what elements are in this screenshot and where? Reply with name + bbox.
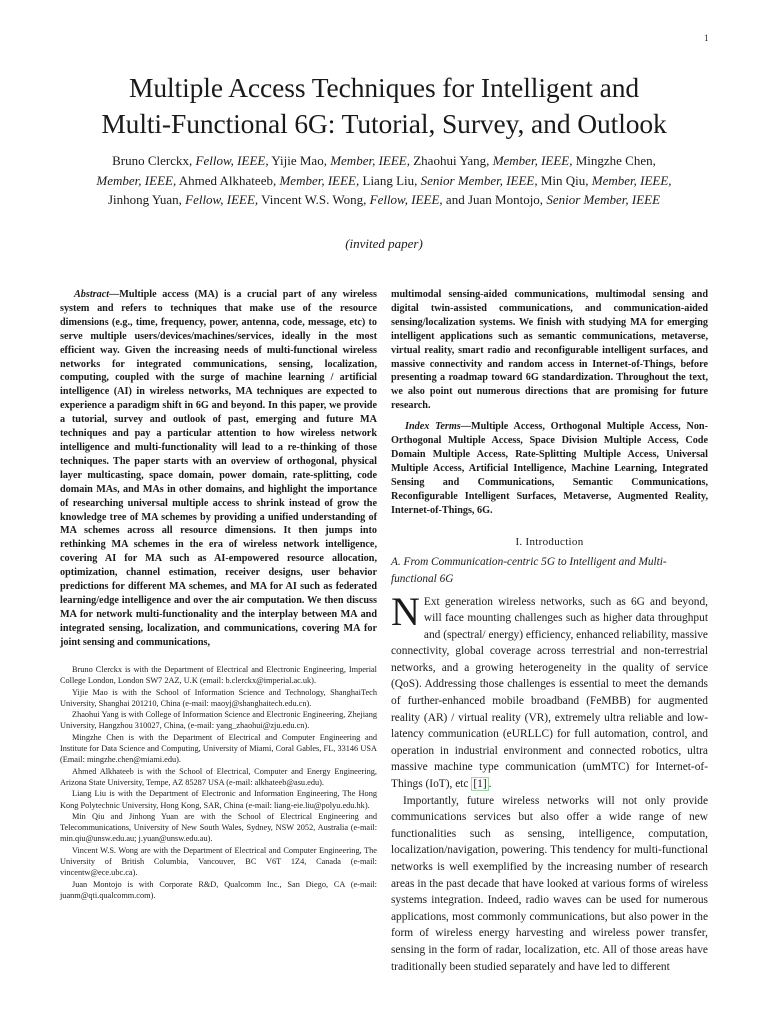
- affiliation-6: Min Qiu and Jinhong Yuan are with the School of Electrical Engineering and Telecommunications, University of New South Wales, Sydney, NSW 2052, Australia (e-mail: min.qiu@unsw.edu.au; j.yuan@unsw.edu.au).: [60, 811, 377, 844]
- affiliation-3: Mingzhe Chen is with the Department of Electrical and Computer Engineering and Institute for Data Science and Computing, University of Miami, Coral Gables, FL, 33146 USA (Email: mingzhe.chen@miami.edu).: [60, 732, 377, 765]
- index-terms-label: Index Terms: [405, 421, 461, 433]
- invited-note: (invited paper): [345, 236, 423, 251]
- left-column: [60, 288, 377, 650]
- index-terms: [391, 420, 708, 517]
- index-terms-text: —Multiple Access, Orthogonal Multiple Access, Non-Orthogonal Multiple Access, Space Division Multiple Access, Code Domain Multiple Access, Rate-Splitting Multiple Access, Universal Multiple Access, Artificial Intelligence, Machine Learning, Integrated Sensing and Communications, Semantic Communications, Reconfigurable Intelligent Surfaces, Metaverse, Augmented Reality, Internet-of-Things, 6G.: [391, 421, 708, 516]
- intro-paragraph-1-text: Ext generation wireless networks, such as 6G and beyond, will face mounting challenges such as higher data throughput and (spectral/ energy) efficiency, enhanced reliability, massive connectivity, global coverage across terrestrial and non-terrestrial networks, and a growing heterogeneity in the quality of service (QoS). Addressing those challenges is essential to meet the demands of further-enhanced mobile broadband (FeMBB) for augmented reality (AR) / virtual reality (VR), extremely ultra reliable and low-latency communication (eURLLC) for full automation, control, and operation in industrial environment and connected robotics, ultra massive machine type communication (umMTC) for Internet-of-Things (IoT), etc: [391, 595, 708, 791]
- citation-link[interactable]: [1]: [473, 778, 487, 791]
- abstract: [60, 288, 377, 650]
- author-affiliations: [60, 664, 377, 901]
- author-list: Bruno Clerckx, Fellow, IEEE, Yijie Mao, Member, IEEE, Zhaohui Yang, Member, IEEE, Mingzhe Chen, Member, IEEE, Ahmed Alkhateeb, Member, IEEE, Liang Liu, Senior Member, IEEE, Min Qiu, Member, IEEE, Jinhong Yuan, Fellow, IEEE, Vincent W.S. Wong, Fellow, IEEE, and Juan Montojo, Senior Member, IEEE: [96, 153, 672, 207]
- subsection-heading: A. From Communication-centric 5G to Intelligent and Multi-functional 6G: [391, 555, 667, 585]
- intro-paragraph-1: N Ext generation wireless networks, such as 6G and beyond, will face mounting challenges such as higher data throughput and (spectral/ energy) efficiency, enhanced reliability, massive connectivity, global coverage across terrestrial and non-terrestrial networks, and a growing heterogeneity in the quality of service (QoS). Addressing those challenges is essential to meet the demands of further-enhanced mobile broadband (FeMBB) for augmented reality (AR) / virtual reality (VR), extremely ultra reliable and low-latency communication (eURLLC) for full automation, control, and operation in industrial environment and connected robotics, ultra massive machine type communication (umMTC) for Internet-of-Things (IoT), etc [1] .: [391, 588, 708, 791]
- abstract-continued: multimodal sensing-aided communications, multimodal sensing and digital twin-assisted communications, and communication-aided sensing/localization systems. We finish with studying MA for emerging intelligent applications such as semantic communications, metaverse, virtual reality, smart radio and reconfigurable intelligent surfaces, and massive connectivity and random access in Internet-of-Things, before presenting a roadmap toward 6G standardization. Throughout the text, we also point out numerous directions that are promising for future research.: [391, 289, 708, 412]
- abstract-label: Abstract: [74, 289, 110, 300]
- paper-title: [0, 70, 768, 142]
- affiliation-4: Ahmed Alkhateeb is with the School of Electrical, Computer and Energy Engineering, Arizona State University, Tempe, AZ 85287 USA (e-mail: alkhateeb@asu.edu).: [60, 766, 377, 787]
- title-line-2: Multi-Functional 6G: Tutorial, Survey, and Outlook: [101, 108, 667, 139]
- abstract-text: —Multiple access (MA) is a crucial part of any wireless system and refers to techniques that make use of the resource dimensions (e.g., time, frequency, power, antenna, code, message, etc) to serve multiple users/devices/machines/services, ideally in the most efficient way. Given the increasing needs of multi-functional wireless networks for integrated communications, sensing, localization, computing, coupled with the surge of machine learning / artificial intelligence (AI) in wireless networks, MA techniques are expected to experience a paradigm shift in 6G and beyond. In this paper, we provide a tutorial, survey and outlook of past, emerging and future MA techniques and pay a particular attention to how wireless network intelligence and multi-functionality will lead to a re-thinking of those techniques. The paper starts with an overview of orthogonal, physical layer multicasting, space domain, power domain, rate-splitting, code domain MAs, and MAs in other domains, and highlight the importance of researching universal multiple access to shrink instead of grow the knowledge tree of MA schemes by providing a unified understanding of MA schemes across all resource dimensions. It then jumps into rethinking MA schemes in the era of wireless network intelligence, covering AI for MA such as AI-empowered resource allocation, optimization, channel estimation, receiver designs, user behavior predictions for different MA schemes, and MA for AI such as federated learning/edge intelligence and over the air computation. We then discuss MA for network multi-functionality and the interplay between MA and integrated sensing, localization, and communications, covering MA for joint sensing and communications,: [60, 289, 377, 648]
- intro-paragraph-2: Importantly, future wireless networks will not only provide communications services but also offer a wide range of new functionalities such as sensing, intelligence, computation, localization/navigation, powering. This tendency for multi-functional networks is well exemplified by the increasing number of research areas in the past decade that have looked at various forms of wireless systems integration. Indeed, radio waves can be used for numerous applications, most commonly communications, but also power in the form of wireless energy harvesting and wireless power transfer, sensing in the form of radar, localization, etc. All of those areas have traditionally been studied separately and have led to different: [391, 794, 708, 973]
- affiliation-8: Juan Montojo is with Corporate R&D, Qualcomm Inc., San Diego, CA (e-mail: juanm@qti.qualcomm.com).: [60, 879, 377, 900]
- affiliation-1: Yijie Mao is with the School of Information Science and Technology, ShanghaiTech University, Shanghai 201210, China (e-mail: maoyj@shanghaitech.edu.cn).: [60, 687, 377, 708]
- right-column: [391, 288, 708, 975]
- affiliation-2: Zhaohui Yang is with College of Information Science and Electronic Engineering, Zhejiang University, Hangzhou 310027, China, (e-mail: yang_zhaohui@zju.edu.cn).: [60, 710, 377, 731]
- affiliation-7: Vincent W.S. Wong are with the Department of Electrical and Computer Engineering, The University of British Columbia, Vancouver, BC V6T 1Z4, Canada (e-mail: vincentw@ece.ubc.ca).: [60, 845, 377, 878]
- section-heading: I. Introduction: [515, 535, 584, 548]
- affiliation-0: Bruno Clerckx is with the Department of Electrical and Electronic Engineering, Imperial College London, London SW7 2AZ, U.K (email: b.clerckx@imperial.ac.uk).: [60, 665, 377, 686]
- title-line-1: Multiple Access Techniques for Intelligent and: [129, 72, 639, 103]
- drop-cap: N: [391, 588, 420, 634]
- page-number: 1: [704, 33, 709, 43]
- affiliation-5: Liang Liu is with the Department of Electronic and Information Engineering, The Hong Kong Polytechnic University, Hong Kong, SAR, China (e-mail: liang-eie.liu@polyu.edu.hk).: [60, 789, 377, 810]
